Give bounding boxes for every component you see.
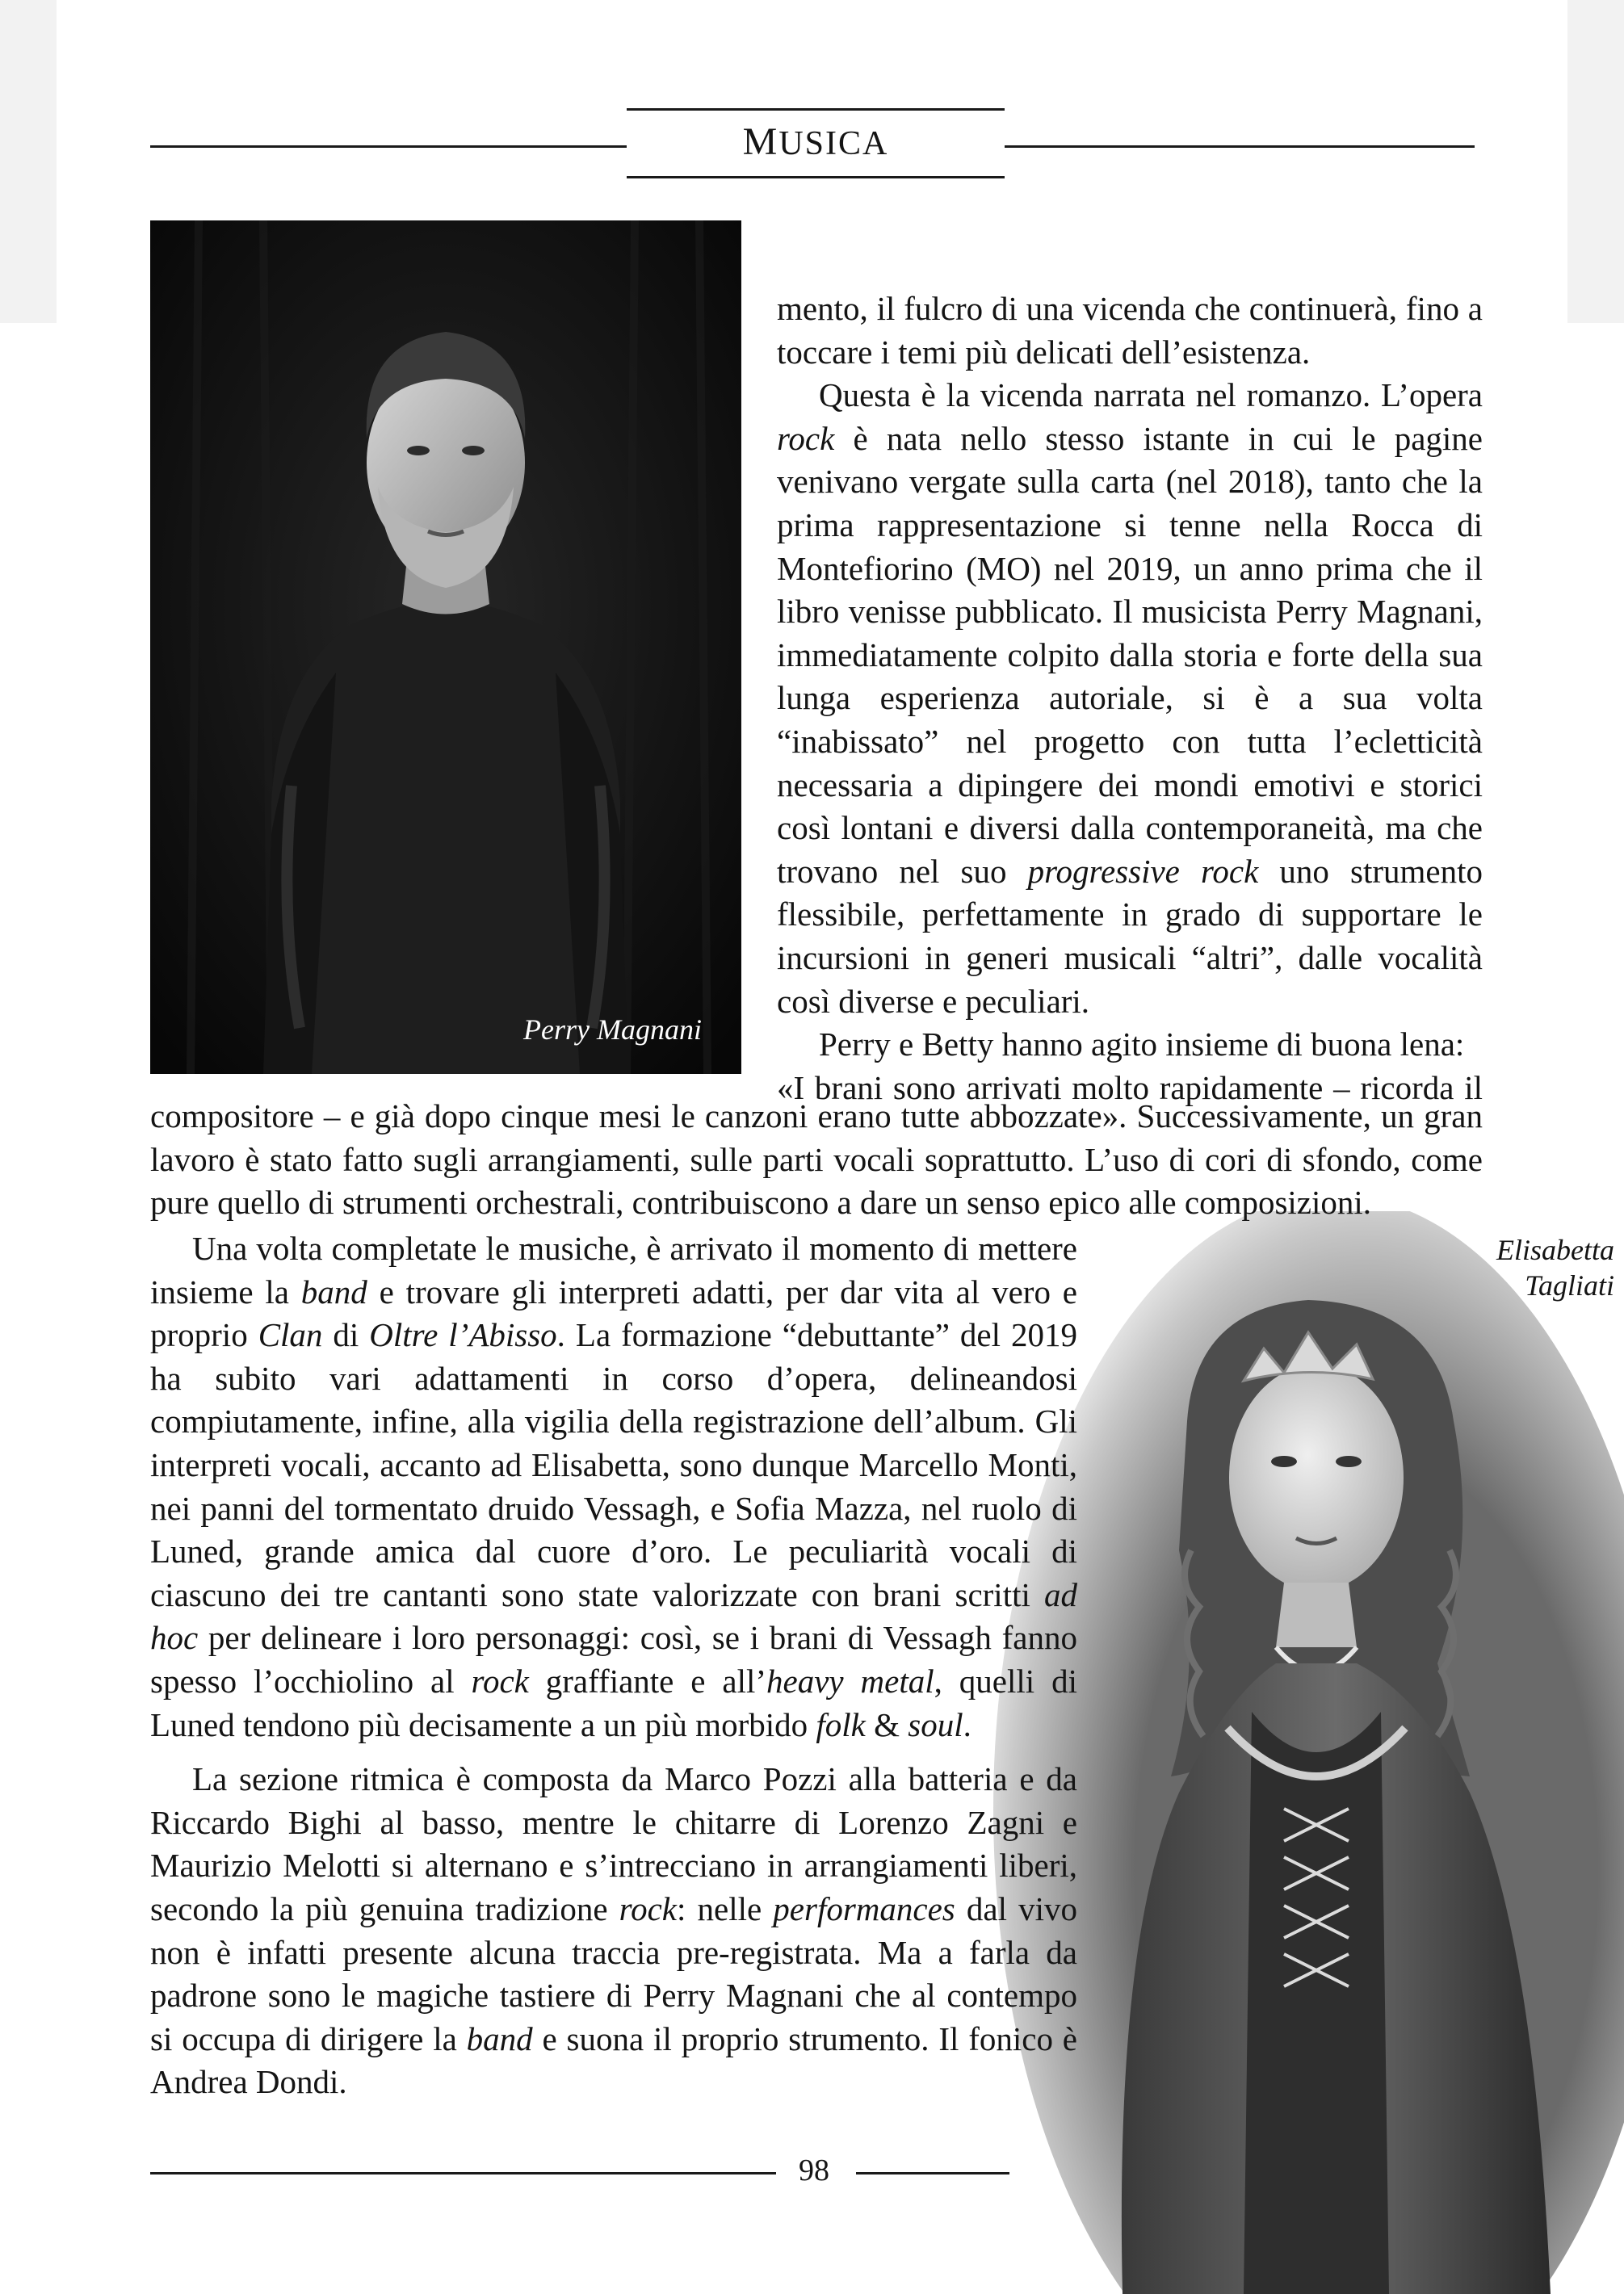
p4-italic-band: band	[300, 1273, 367, 1311]
photo-caption-elisabetta-line2: Tagliati	[1525, 1269, 1614, 1302]
paragraph-2-text-a: Questa è la vicenda narrata nel romanzo. L’opera	[819, 376, 1483, 414]
photo-caption-perry: Perry Magnani	[523, 1013, 702, 1046]
header-rule-bottom	[627, 176, 1005, 178]
body-column-right	[777, 287, 1483, 1109]
p4-italic-rock: rock	[471, 1662, 529, 1700]
header-title-initial: M	[742, 120, 779, 163]
header-rule-right	[1005, 145, 1475, 148]
p5-italic-band: band	[466, 2019, 533, 2057]
p4-g: , quelli di Luned tendono più decisamente a un più morbido	[150, 1662, 1077, 1743]
p4-c: di	[322, 1316, 370, 1354]
p4-f: graffiante e all’	[528, 1662, 767, 1700]
header-rule-left	[150, 145, 627, 148]
p4-italic-soul: soul	[908, 1705, 963, 1743]
p5-italic-performances: performances	[773, 1889, 955, 1927]
paragraph-4	[150, 1227, 1077, 1747]
p5-b: : nelle	[676, 1889, 774, 1927]
photo-elisabetta-tagliati	[985, 1211, 1624, 2294]
body-column-left	[150, 1227, 1077, 2104]
photo-caption-elisabetta	[1496, 1232, 1614, 1303]
paragraph-2-text-c: uno strumento flessibile, perfettamente in grado di supportare le incursioni in generi musicali “altri”, dalle vocalità così diverse e peculiari.	[777, 852, 1483, 1020]
p4-e: per delineare i loro personaggi: così, se i brani di Vessagh fanno spesso l’occhiolino al	[150, 1619, 1077, 1700]
header-title-rest: USICA	[778, 125, 889, 162]
p4-b: e trovare gli interpreti adatti, per dar vita al vero e proprio	[150, 1273, 1077, 1354]
photo-perry-magnani-illustration	[150, 220, 741, 1074]
p5-italic-rock: rock	[619, 1889, 677, 1927]
p4-h: &	[865, 1705, 909, 1743]
paragraph-2	[777, 374, 1483, 1023]
paragraph-2-italic-rock: rock	[777, 419, 835, 457]
p4-a: Una volta completate le musiche, è arrivato il momento di mettere insieme la	[150, 1230, 1077, 1311]
running-header	[630, 120, 1001, 164]
paragraph-3-continued: compositore – e già dopo cinque mesi le canzoni erano tutte abbozzate». Successivamente, un gran lavoro è stato fatto sugli arrangiamenti, sulle parti vocali soprattutto. L’uso di cori di sfondo, come pure quello di strumenti orchestrali, contribuiscono a dare un senso epico alle composizioni.	[150, 1097, 1483, 1222]
p4-i: .	[963, 1705, 971, 1743]
page-number: 98	[799, 2154, 829, 2187]
footer-rule-left	[150, 2172, 776, 2174]
paragraph-1: mento, il fulcro di una vicenda che continuerà, fino a toccare i temi più delicati dell’esistenza.	[777, 290, 1483, 371]
scan-edge-right	[1567, 0, 1624, 323]
paragraph-5	[150, 1758, 1077, 2104]
scan-edge-left	[0, 0, 57, 323]
p5-d: e suona il proprio strumento. Il fonico è Andrea Dondi.	[150, 2019, 1077, 2101]
paragraph-2-italic-progressive: progressive rock	[1027, 852, 1259, 890]
p4-italic-clan: Clan	[258, 1316, 323, 1354]
paragraph-3-start: Perry e Betty hanno agito insieme di buona lena:	[819, 1025, 1465, 1063]
paragraph-3-quote-start: «I brani sono arrivati molto rapidamente – ricorda il	[777, 1068, 1483, 1106]
photo-perry-magnani	[150, 220, 741, 1074]
footer-rule-right	[856, 2172, 1009, 2174]
p4-d: . La formazione “debuttante” del 2019 ha subito vari adattamenti in corso d’opera, delineandosi compiutamente, infine, alla vigilia della registrazione dell’album. Gli interpreti vocali, accanto ad Elisabetta, sono dunque Marcello Monti, nei panni del tormentato druido Vessagh, e Sofia Mazza, nel ruolo di Luned, grande amica dal cuore d’oro. Le peculiarità vocali di ciascuno dei tre cantanti sono state valorizzate con brani scritti	[150, 1316, 1077, 1613]
body-full-width	[150, 1095, 1483, 1225]
p4-italic-oltre-labisso: Oltre l’Abisso	[369, 1316, 557, 1354]
header-rule-top	[627, 108, 1005, 111]
p4-italic-folk: folk	[816, 1705, 866, 1743]
paragraph-2-text-b: è nata nello stesso istante in cui le pagine venivano vergate sulla carta (nel 2018), tanto che la prima rappresentazione si tenne nella Rocca di Montefiorino (MO) nel 2019, un anno prima che il libro venisse pubblicato. Il musicista Perry Magnani, immediatamente colpito dalla storia e forte della sua lunga esperienza autoriale, si è a sua volta “inabissato” nel progetto con tutta l’ecletticità necessaria a dipingere dei mondi emotivi e storici così lontani e diversi dalla contemporaneità, ma che trovano nel suo	[777, 419, 1483, 890]
p5-c: dal vivo non è infatti presente alcuna traccia pre-registrata. Ma a farla da padrone sono le magiche tastiere di Perry Magnani che al contempo si occupa di dirigere la	[150, 1889, 1077, 2057]
photo-caption-elisabetta-line1: Elisabetta	[1496, 1234, 1614, 1266]
photo-elisabetta-illustration	[985, 1211, 1624, 2294]
p5-a: La sezione ritmica è composta da Marco Pozzi alla batteria e da Riccardo Bighi al basso, mentre le chitarre di Lorenzo Zagni e Maurizio Melotti si alternano e s’intrecciano in arrangiamenti liberi, secondo la più genuina tradizione	[150, 1760, 1077, 1927]
p4-italic-ad-hoc: ad hoc	[150, 1575, 1077, 1657]
p4-italic-heavy-metal: heavy metal	[766, 1662, 934, 1700]
